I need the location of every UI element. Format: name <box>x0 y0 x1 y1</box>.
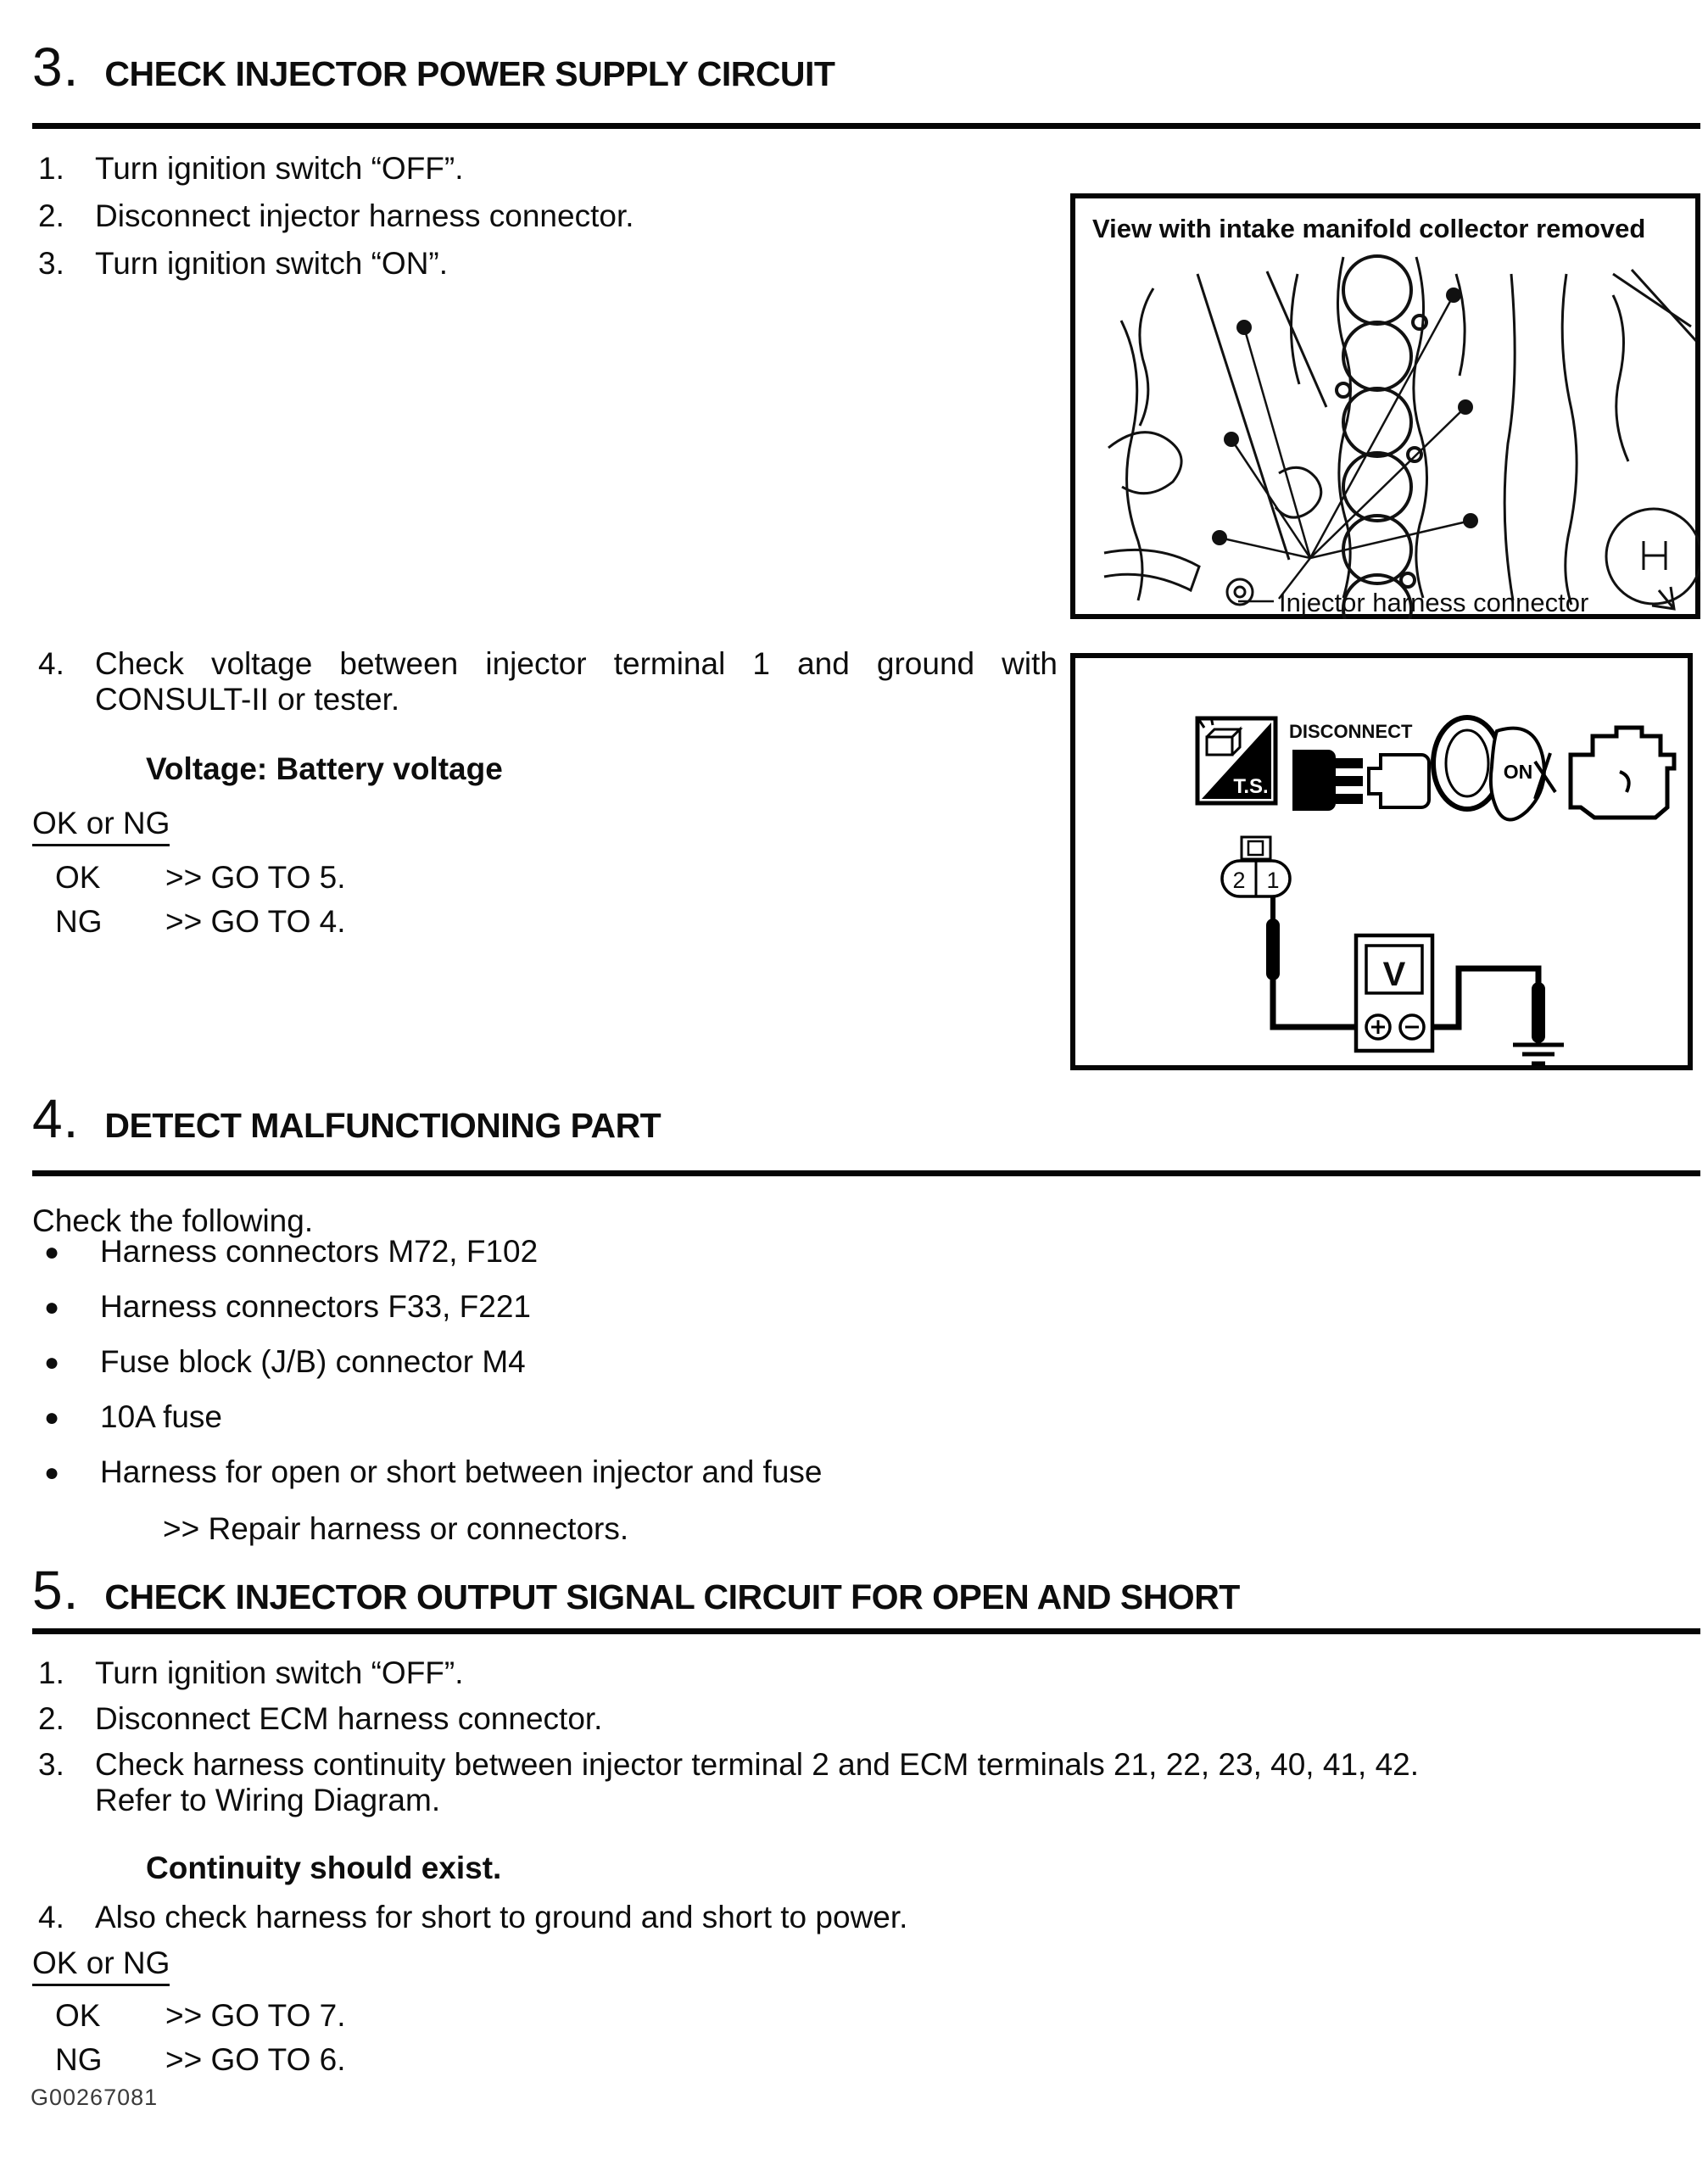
section4-number: 4. <box>32 1088 80 1149</box>
step-item <box>38 246 448 282</box>
step-number: 4. <box>38 646 64 681</box>
svg-text:ON: ON <box>1503 761 1533 783</box>
svg-text:T.S.: T.S. <box>1233 775 1269 798</box>
step-item <box>38 1701 602 1737</box>
step-text: Disconnect injector harness connector. <box>95 198 634 233</box>
step-number: 2. <box>38 1701 64 1736</box>
bullet-item <box>44 1454 823 1490</box>
section3-rule <box>32 123 1700 129</box>
figure-engine-view <box>1070 193 1700 619</box>
engine-view-illustration <box>1070 193 1700 619</box>
voltmeter <box>1356 935 1432 1051</box>
result-label: NG <box>55 2042 103 2077</box>
result-row <box>55 904 346 940</box>
step-text: Disconnect ECM harness connector. <box>95 1701 603 1736</box>
result-row <box>55 1998 346 2034</box>
bullet-item <box>44 1344 526 1380</box>
step-number: 3. <box>38 246 64 281</box>
result-label: NG <box>55 904 103 939</box>
bullet-dot: ● <box>44 1404 60 1432</box>
step-text: Also check harness for short to ground and short to power. <box>95 1900 908 1934</box>
bullet-dot: ● <box>44 1459 60 1487</box>
bullet-dot: ● <box>44 1238 60 1266</box>
step-number: 1. <box>38 151 64 186</box>
step-text-line2: CONSULT-II or tester. <box>95 682 400 717</box>
result-label: OK <box>55 1998 101 2033</box>
step-text-line2: Refer to Wiring Diagram. <box>95 1783 441 1817</box>
result-label: OK <box>55 860 101 895</box>
bullet-item <box>44 1234 538 1270</box>
section5-number: 5. <box>32 1560 80 1621</box>
result-row <box>55 860 346 896</box>
repair-action-text: >> Repair harness or connectors. <box>163 1511 629 1546</box>
bullet-text: Harness for open or short between injector and fuse <box>100 1454 823 1489</box>
figure-reference-code: G00267081 <box>31 2085 159 2110</box>
step-number: 1. <box>38 1655 64 1690</box>
step-number: 3. <box>38 1747 64 1782</box>
bullet-item <box>44 1399 222 1435</box>
figure1-label: Injector harness connector <box>1279 588 1589 617</box>
step-text: Turn ignition switch “OFF”. <box>95 151 464 186</box>
section4-title: DETECT MALFUNCTIONING PART <box>104 1106 661 1145</box>
ok-ng-header: OK or NG <box>32 806 170 846</box>
result-row <box>55 2042 346 2078</box>
step-item <box>38 646 1058 717</box>
svg-text:DISCONNECT: DISCONNECT <box>1289 721 1413 742</box>
step-text-line1: Check voltage between injector terminal 1 and ground with <box>95 646 1058 681</box>
bullet-text: 10A fuse <box>100 1399 223 1434</box>
step-number: 4. <box>38 1900 64 1934</box>
spec-voltage: Voltage: Battery voltage <box>146 751 503 786</box>
bullet-item <box>44 1289 531 1325</box>
bullet-dot: ● <box>44 1348 60 1376</box>
svg-text:1: 1 <box>1266 868 1280 893</box>
step-item <box>38 1900 907 1935</box>
section5-rule <box>32 1628 1700 1634</box>
step-text: Turn ignition switch “ON”. <box>95 246 449 281</box>
test-hookup-illustration <box>1070 653 1693 1070</box>
figure-test-hookup <box>1070 653 1693 1070</box>
step-item <box>38 151 464 187</box>
step-item <box>38 1747 1641 1818</box>
section3-title: CHECK INJECTOR POWER SUPPLY CIRCUIT <box>104 54 835 93</box>
section3-header <box>32 36 834 98</box>
figure1-caption: View with intake manifold collector removed <box>1092 214 1646 243</box>
section4-rule <box>32 1170 1700 1176</box>
bullet-text: Harness connectors M72, F102 <box>100 1234 539 1269</box>
step-text-line1: Check harness continuity between injector terminal 2 and ECM terminals 21, 22, 23, 40, 41, 42. <box>95 1747 1420 1782</box>
ok-ng-header: OK or NG <box>32 1945 170 1986</box>
spec-continuity: Continuity should exist. <box>146 1851 502 1885</box>
bullet-text: Harness connectors F33, F221 <box>100 1289 531 1324</box>
section5-header <box>32 1559 1240 1622</box>
step-item <box>38 1655 464 1691</box>
section3-number: 3. <box>32 36 80 98</box>
result-action: >> GO TO 7. <box>165 1998 346 2033</box>
svg-text:V: V <box>1382 956 1406 993</box>
section4-header <box>32 1087 661 1150</box>
bullet-text: Fuse block (J/B) connector M4 <box>100 1344 526 1379</box>
step-text: Turn ignition switch “OFF”. <box>95 1655 464 1690</box>
step-item <box>38 198 634 234</box>
result-action: >> GO TO 6. <box>165 2042 346 2077</box>
step-number: 2. <box>38 198 64 233</box>
check-following-text: Check the following. <box>32 1203 314 1238</box>
result-action: >> GO TO 4. <box>165 904 346 939</box>
ts-icon <box>1197 717 1275 803</box>
bullet-dot: ● <box>44 1293 60 1321</box>
result-action: >> GO TO 5. <box>165 860 346 895</box>
svg-text:2: 2 <box>1232 868 1246 893</box>
section5-title: CHECK INJECTOR OUTPUT SIGNAL CIRCUIT FOR OPEN AND SHORT <box>104 1577 1240 1616</box>
